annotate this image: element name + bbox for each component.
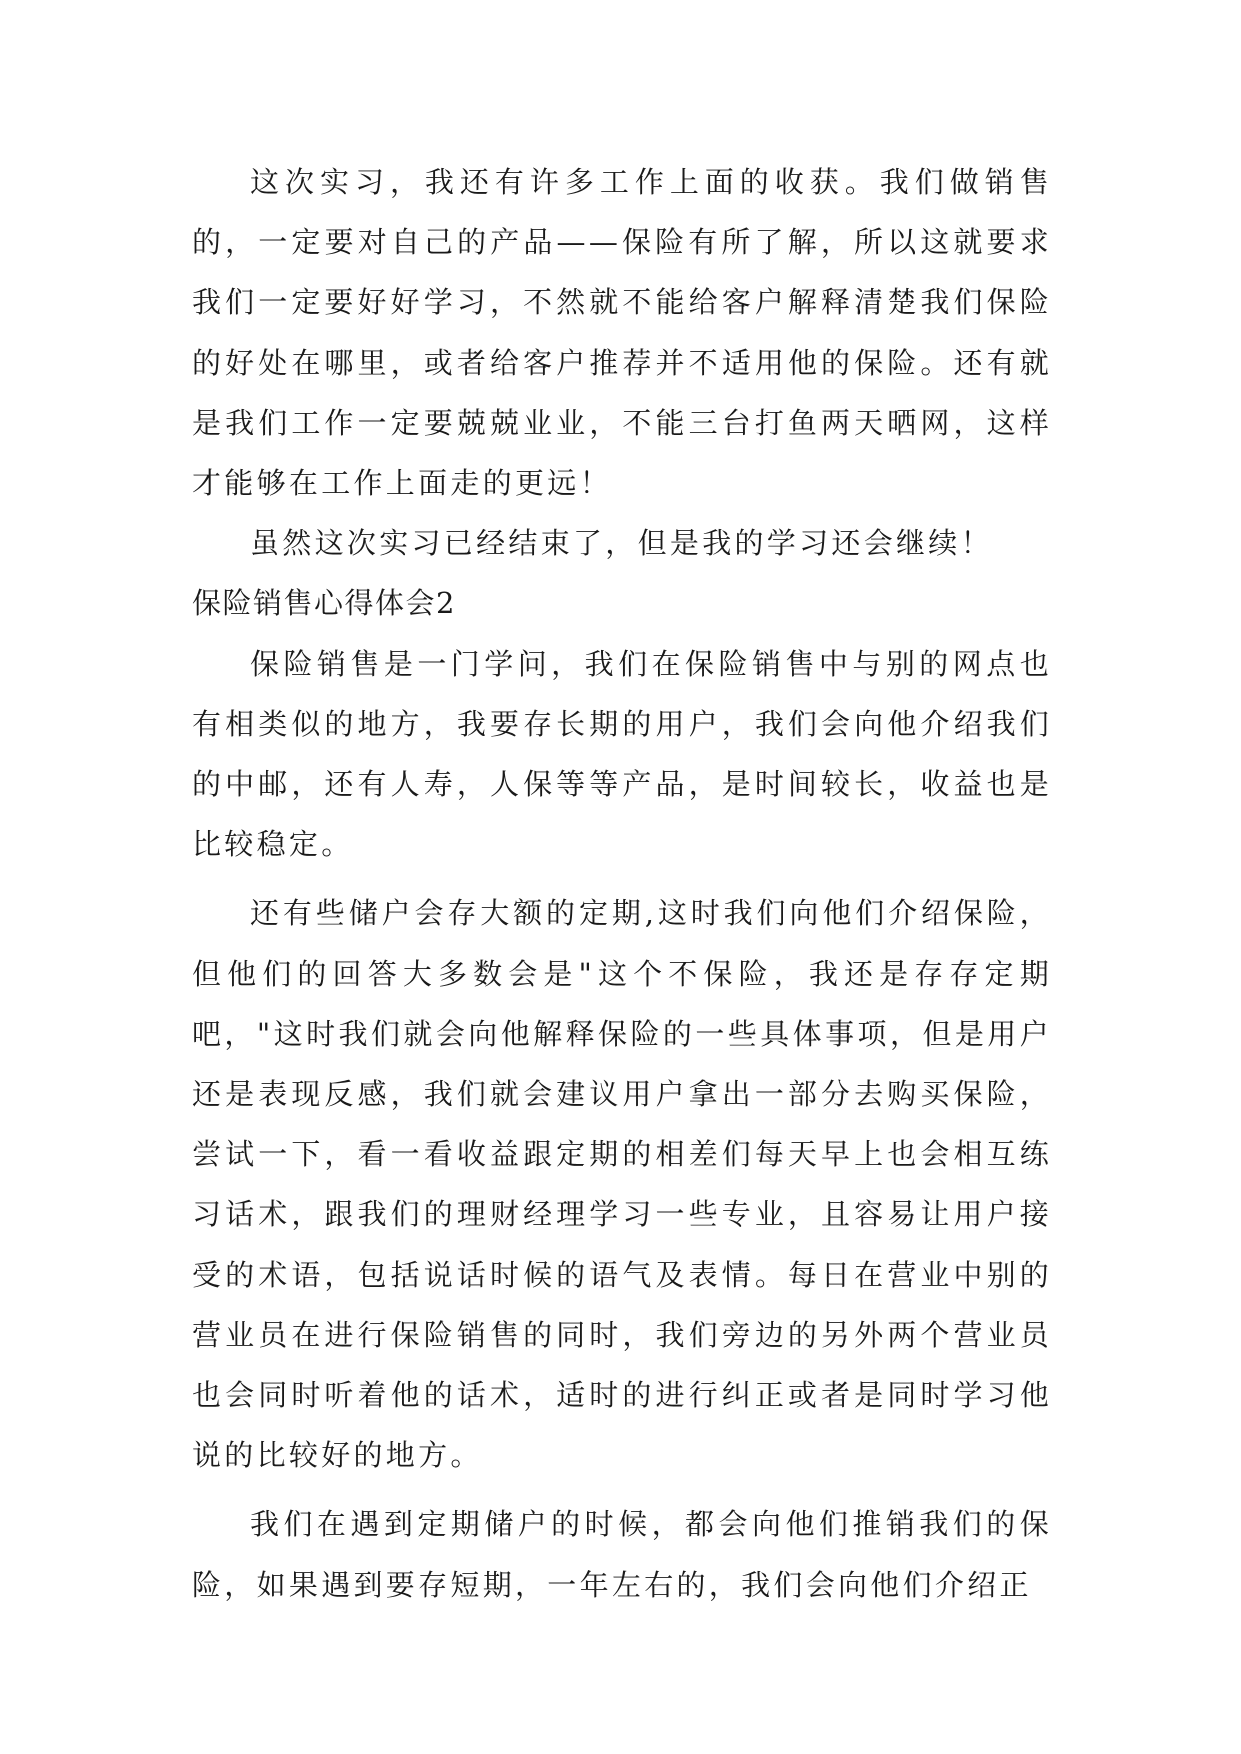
paragraph-fixed-deposit-customers: 还有些储户会存大额的定期,这时我们向他们介绍保险，但他们的回答大多数会是"这个不保险，我还是存存定期吧，"这时我们就会向他解释保险的一些具体事项，但是用户还是表现反感，我们就会建议用户拿出一部分去购买保险，尝试一下，看一看收益跟定期的相差们每天早上也会相互练习话术，跟我们的理财经理学习一些专业，且容易让用户接受的术语，包括说话时候的语气及表情。每日在营业中别的营业员在进行保险销售的同时，我们旁边的另外两个营业员也会同时听着他的话术，适时的进行纠正或者是同时学习他说的比较好的地方。	[192, 896, 1052, 1473]
section-title: 保险销售心得体会2	[192, 586, 456, 621]
paragraph-internship-end: 虽然这次实习已经结束了，但是我的学习还会继续！	[250, 526, 993, 561]
paragraph-sales-knowledge: 保险销售是一门学问，我们在保险销售中与别的网点也有相类似的地方，我要存长期的用户，我们会向他介绍我们的中邮，还有人寿，人保等等产品，是时间较长，收益也是比较稳定。	[192, 646, 1052, 862]
paragraph-fixed-deposit-promotion: 我们在遇到定期储户的时候，都会向他们推销我们的保险，如果遇到要存短期，一年左右的，我们会向他们介绍正	[192, 1507, 1052, 1602]
paragraph-internship-gains: 这次实习，我还有许多工作上面的收获。我们做销售的，一定要对自己的产品——保险有所了解，所以这就要求我们一定要好好学习，不然就不能给客户解释清楚我们保险的好处在哪里，或者给客户推荐并不适用他的保险。还有就是我们工作一定要兢兢业业，不能三台打鱼两天晒网，这样才能够在工作上面走的更远！	[192, 165, 1052, 501]
document-body	[192, 152, 1052, 1615]
